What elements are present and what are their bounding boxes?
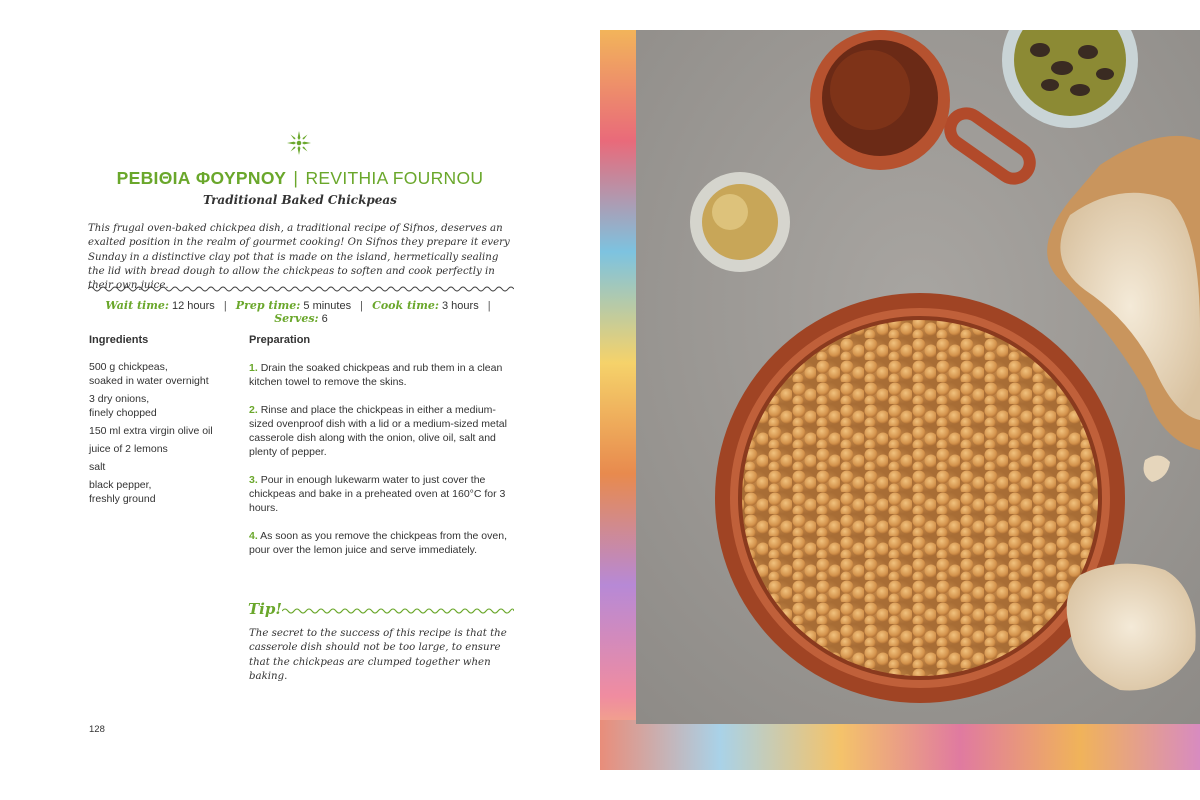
ingredient-line: salt bbox=[89, 461, 106, 473]
ingredient-line: black pepper, bbox=[89, 479, 152, 491]
recipe-subtitle: Traditional Baked Chickpeas bbox=[203, 193, 397, 207]
wait-time-value: 12 hours bbox=[172, 300, 215, 312]
wavy-divider bbox=[88, 284, 514, 294]
preparation-step bbox=[249, 403, 513, 460]
recipe-intro: This frugal oven-baked chickpea dish, a traditional recipe of Sifnos, deserves an exalted position in the realm of gourmet cooking! On Sifnos they prepare it every Sunday in a distinctive clay pot that is made on the island, hermetically sealing the lid with bread dough to allow the chickpeas to soften and cook perfectly in their own juice. bbox=[88, 223, 510, 292]
wait-time-label: Wait time: bbox=[105, 299, 169, 312]
page-number: 128 bbox=[89, 724, 105, 735]
step-text: Drain the soaked chickpeas and rub them in a clean kitchen towel to remove the skins. bbox=[249, 362, 503, 389]
title-separator: | bbox=[293, 168, 299, 188]
green-star-ornament-icon bbox=[284, 128, 314, 158]
step-number: 4. bbox=[249, 529, 258, 542]
ingredient-item bbox=[89, 442, 239, 456]
preparation-step bbox=[249, 361, 513, 390]
step-text: Rinse and place the chickpeas in either a medium-sized ovenproof dish with a lid or a medium-sized metal casserole dish along with the onion, olive oil, salt and plenty of pepper. bbox=[249, 403, 507, 459]
preparation-heading: Preparation bbox=[249, 334, 311, 346]
step-number: 2. bbox=[249, 403, 258, 416]
preparation-step bbox=[249, 529, 513, 558]
meta-separator: | bbox=[487, 300, 491, 312]
step-text: Pour in enough lukewarm water to just cover the chickpeas and bake in a preheated oven at 160°C for 3 hours. bbox=[249, 473, 506, 515]
preparation-steps bbox=[249, 361, 513, 570]
ingredient-line: 500 g chickpeas, bbox=[89, 361, 168, 373]
ingredient-line: juice of 2 lemons bbox=[89, 443, 168, 455]
recipe-title bbox=[0, 168, 600, 189]
ingredient-item bbox=[89, 392, 239, 420]
ingredient-line: 150 ml extra virgin olive oil bbox=[89, 425, 213, 437]
ingredient-item bbox=[89, 478, 239, 506]
cook-time-value: 3 hours bbox=[442, 300, 479, 312]
tip-wavy-divider bbox=[282, 606, 514, 616]
step-number: 3. bbox=[249, 473, 258, 486]
title-latin: REVITHIA FOURNOU bbox=[305, 168, 484, 188]
ingredient-line: soaked in water overnight bbox=[89, 375, 209, 387]
serves-label: Serves: bbox=[274, 312, 319, 325]
ingredient-line: 3 dry onions, bbox=[89, 393, 150, 405]
ingredients-heading: Ingredients bbox=[89, 334, 149, 346]
ingredient-line: finely chopped bbox=[89, 407, 157, 419]
prep-time-label: Prep time: bbox=[235, 299, 301, 312]
ingredients-list bbox=[89, 360, 239, 510]
meta-separator: | bbox=[223, 300, 227, 312]
prep-time-value: 5 minutes bbox=[303, 300, 352, 312]
preparation-step bbox=[249, 473, 513, 516]
step-number: 1. bbox=[249, 362, 258, 374]
ingredient-line: freshly ground bbox=[89, 493, 156, 505]
meta-separator: | bbox=[360, 300, 364, 312]
ingredient-item bbox=[89, 424, 239, 438]
chickpeas-photo bbox=[600, 30, 1200, 770]
step-text: As soon as you remove the chickpeas from the oven, pour over the lemon juice and serve immediately. bbox=[249, 529, 507, 556]
ingredient-item bbox=[89, 460, 239, 474]
ingredient-item bbox=[89, 360, 239, 388]
title-greek: ΡΕΒΙΘΙΑ ΦΟΥΡΝΟΥ bbox=[116, 168, 287, 188]
recipe-meta bbox=[88, 299, 514, 325]
tip-heading: Tip! bbox=[248, 600, 282, 618]
tip-text: The secret to the success of this recipe is that the casserole dish should not be too large, to ensure that the chickpeas are clumped together when baking. bbox=[249, 628, 507, 682]
cook-time-label: Cook time: bbox=[372, 299, 439, 312]
serves-value: 6 bbox=[321, 313, 328, 325]
